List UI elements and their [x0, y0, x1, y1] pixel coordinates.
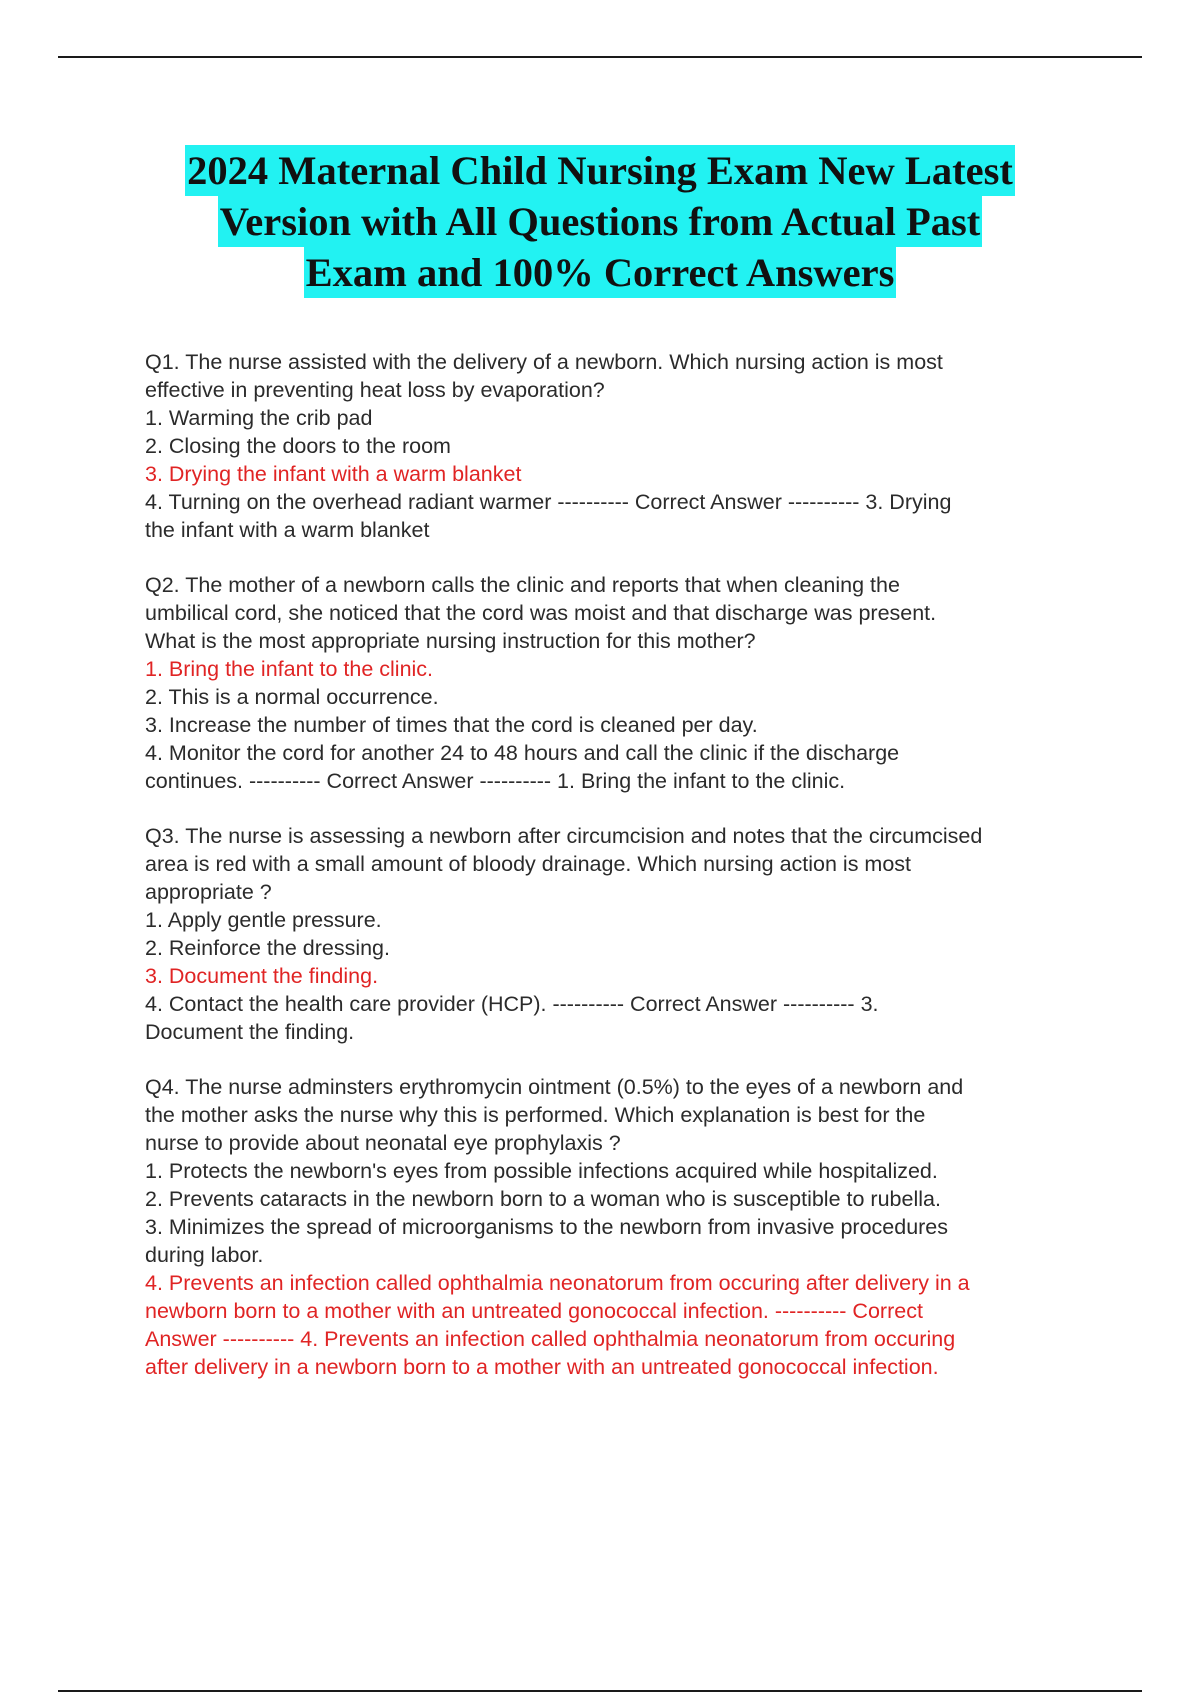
- q2-option-4: 4. Monitor the cord for another 24 to 48 hours and call the clinic if the discharge: [145, 741, 900, 765]
- q1-option-1: 1. Warming the crib pad: [145, 406, 373, 430]
- q3-option-4: 4. Contact the health care provider (HCP). ---------- Correct Answer ---------- 3.: [145, 992, 879, 1016]
- q1-stem-line-2: effective in preventing heat loss by evaporation?: [145, 378, 605, 402]
- question-3: [145, 822, 1145, 1046]
- document-title: [60, 145, 1140, 298]
- title-line-3: Exam and 100% Correct Answers: [304, 247, 897, 298]
- q2-option-2: 2. This is a normal occurrence.: [145, 685, 439, 709]
- q4-option-3: 3. Minimizes the spread of microorganisms to the newborn from invasive procedures: [145, 1215, 949, 1239]
- q2-option-1-correct: 1. Bring the infant to the clinic.: [145, 657, 434, 681]
- title-line-2: Version with All Questions from Actual Past: [218, 196, 983, 247]
- q3-option-2: 2. Reinforce the dressing.: [145, 936, 390, 960]
- q1-option-3-correct: 3. Drying the infant with a warm blanket: [145, 462, 522, 486]
- q2-stem-line-1: Q2. The mother of a newborn calls the clinic and reports that when cleaning the: [145, 573, 900, 597]
- footer-rule: [58, 1690, 1142, 1692]
- q1-option-2: 2. Closing the doors to the room: [145, 434, 451, 458]
- q4-answer-line-1: Answer ---------- 4. Prevents an infection called ophthalmia neonatorum from occuring: [145, 1327, 956, 1351]
- q3-answer-line: Document the finding.: [145, 1020, 355, 1044]
- question-1: [145, 348, 1145, 544]
- question-2: [145, 571, 1145, 795]
- q2-answer-line: continues. ---------- Correct Answer ---------- 1. Bring the infant to the clinic.: [145, 769, 846, 793]
- q2-stem-line-2: umbilical cord, she noticed that the cord was moist and that discharge was present.: [145, 601, 937, 625]
- q3-stem-line-1: Q3. The nurse is assessing a newborn after circumcision and notes that the circumcised: [145, 824, 983, 848]
- question-4: [145, 1073, 1145, 1381]
- q4-stem-line-2: the mother asks the nurse why this is performed. Which explanation is best for the: [145, 1103, 926, 1127]
- q4-option-4-correct: 4. Prevents an infection called ophthalmia neonatorum from occuring after delivery in a: [145, 1271, 970, 1295]
- q4-option-3-cont: during labor.: [145, 1243, 264, 1267]
- q3-stem-line-3: appropriate ?: [145, 880, 272, 904]
- q4-answer-line-2: after delivery in a newborn born to a mother with an untreated gonococcal infection.: [145, 1355, 939, 1379]
- q2-stem-line-3: What is the most appropriate nursing instruction for this mother?: [145, 629, 756, 653]
- q2-option-3: 3. Increase the number of times that the cord is cleaned per day.: [145, 713, 758, 737]
- header-rule: [58, 56, 1142, 58]
- q4-option-1: 1. Protects the newborn's eyes from possible infections acquired while hospitalized.: [145, 1159, 938, 1183]
- q3-stem-line-2: area is red with a small amount of bloody drainage. Which nursing action is most: [145, 852, 912, 876]
- q3-option-3-correct: 3. Document the finding.: [145, 964, 379, 988]
- q4-option-4-cont: newborn born to a mother with an untreated gonococcal infection. ---------- Correct: [145, 1299, 923, 1323]
- title-line-1: 2024 Maternal Child Nursing Exam New Latest: [185, 145, 1015, 196]
- q4-stem-line-1: Q4. The nurse adminsters erythromycin ointment (0.5%) to the eyes of a newborn and: [145, 1075, 964, 1099]
- q1-answer-line: the infant with a warm blanket: [145, 518, 430, 542]
- questions-body: [145, 348, 1145, 1408]
- q3-option-1: 1. Apply gentle pressure.: [145, 908, 382, 932]
- q1-option-4: 4. Turning on the overhead radiant warmer ---------- Correct Answer ---------- 3. Drying: [145, 490, 952, 514]
- q1-stem-line-1: Q1. The nurse assisted with the delivery of a newborn. Which nursing action is most: [145, 350, 943, 374]
- q4-option-2: 2. Prevents cataracts in the newborn born to a woman who is susceptible to rubella.: [145, 1187, 941, 1211]
- q4-stem-line-3: nurse to provide about neonatal eye prophylaxis ?: [145, 1131, 621, 1155]
